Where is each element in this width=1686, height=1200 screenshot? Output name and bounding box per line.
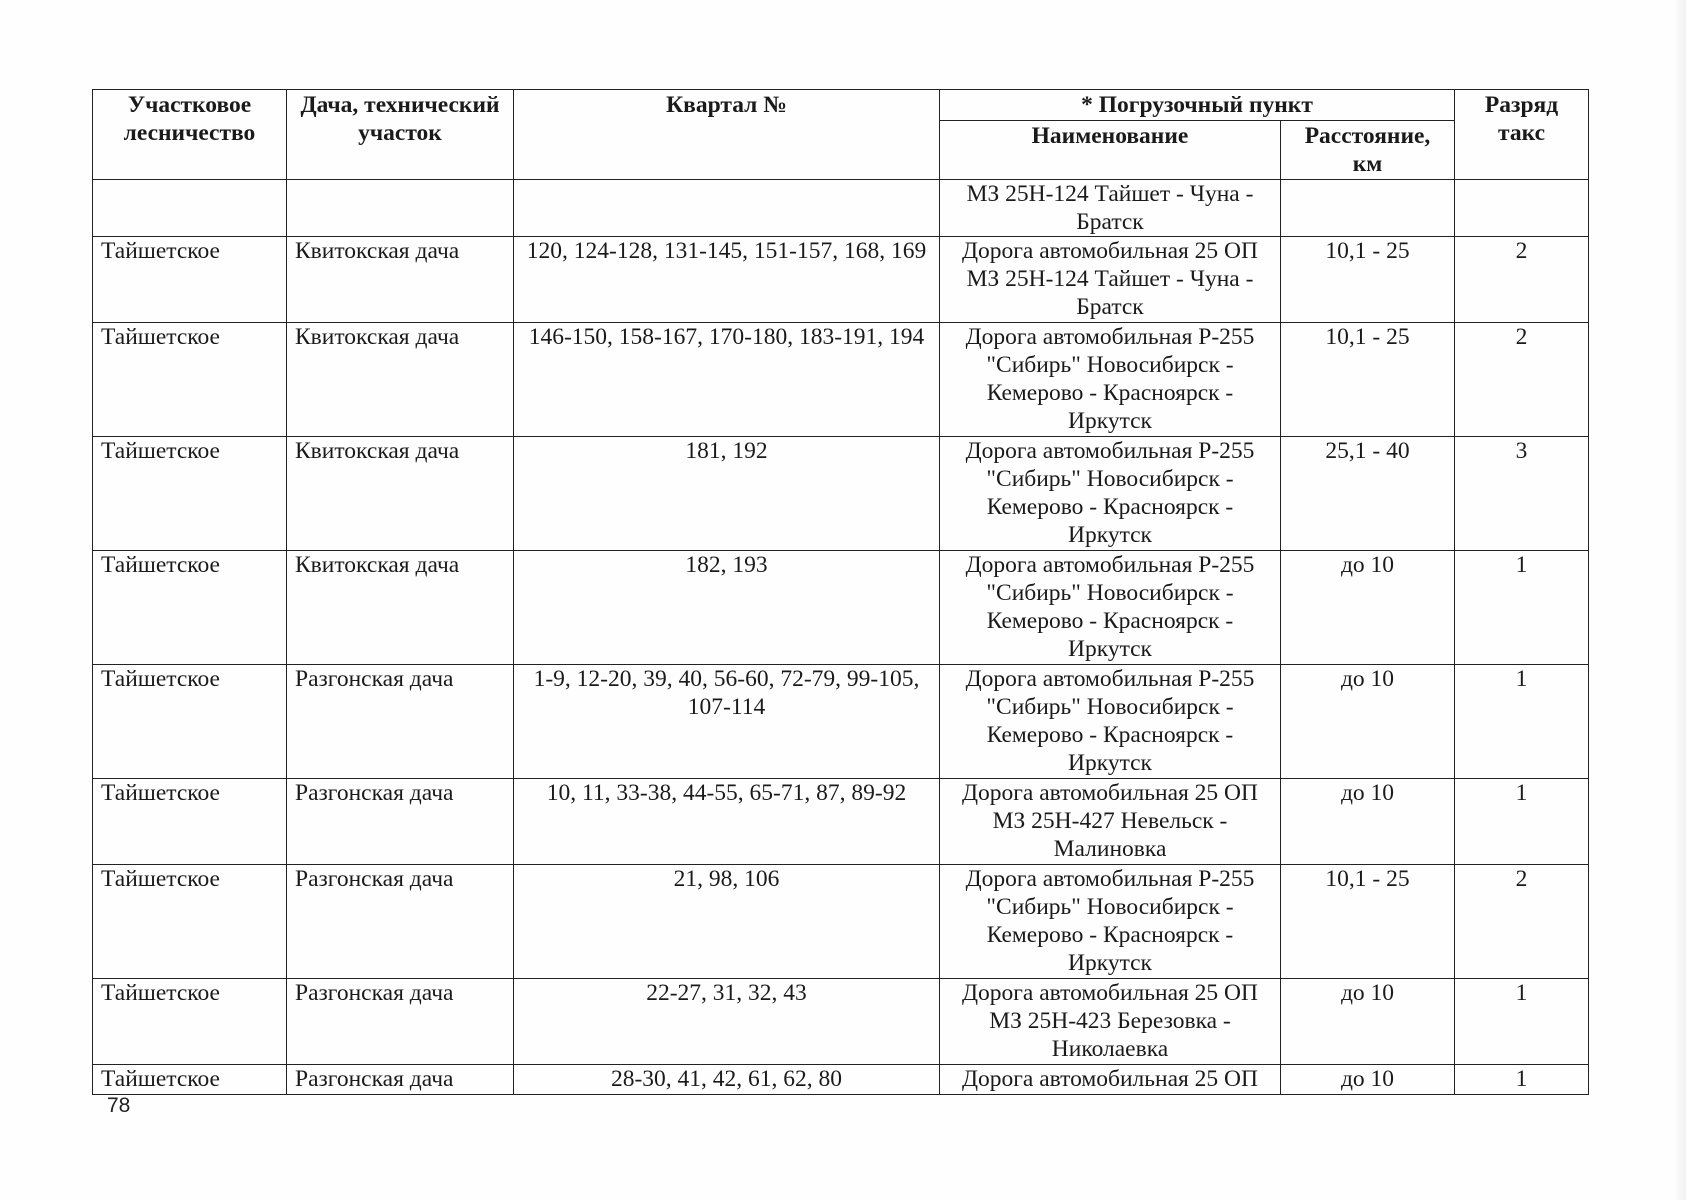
cell-quarters: 21, 98, 106 [514, 865, 940, 979]
cell-dacha: Разгонская дача [287, 865, 514, 979]
header-quarter: Квартал № [514, 90, 940, 180]
cell-quarters: 181, 192 [514, 437, 940, 551]
cell-quarters: 1-9, 12-20, 39, 40, 56-60, 72-79, 99-105, 107-114 [514, 665, 940, 779]
cell-forestry: Тайшетское [93, 323, 287, 437]
cell-distance: 10,1 - 25 [1281, 237, 1455, 323]
table-row [93, 437, 1589, 551]
page-edge [1674, 0, 1686, 1200]
cell-distance: до 10 [1281, 551, 1455, 665]
cell-quarters: 22-27, 31, 32, 43 [514, 979, 940, 1065]
cell-quarters: 182, 193 [514, 551, 940, 665]
cell-point-name: МЗ 25Н-124 Тайшет - Чуна - Братск [940, 180, 1281, 237]
header-tax-rank: Разряд такс [1455, 90, 1589, 180]
cell-rank: 2 [1455, 323, 1589, 437]
header-distance: Расстояние, км [1281, 121, 1455, 180]
cell-distance: 10,1 - 25 [1281, 865, 1455, 979]
table-row [93, 665, 1589, 779]
cell-dacha: Квитокская дача [287, 237, 514, 323]
cell-distance: до 10 [1281, 1065, 1455, 1095]
cell-distance [1281, 180, 1455, 237]
cell-point-name: Дорога автомобильная 25 ОП [940, 1065, 1281, 1095]
cell-forestry [93, 180, 287, 237]
page-number: 78 [107, 1094, 131, 1117]
table-row [93, 979, 1589, 1065]
cell-dacha: Разгонская дача [287, 1065, 514, 1095]
cell-dacha: Разгонская дача [287, 665, 514, 779]
cell-quarters: 146-150, 158-167, 170-180, 183-191, 194 [514, 323, 940, 437]
cell-rank: 3 [1455, 437, 1589, 551]
cell-forestry: Тайшетское [93, 437, 287, 551]
cell-rank: 1 [1455, 551, 1589, 665]
cell-forestry: Тайшетское [93, 865, 287, 979]
cell-point-name: Дорога автомобильная Р-255 "Сибирь" Новосибирск - Кемерово - Красноярск - Иркутск [940, 665, 1281, 779]
cell-quarters [514, 180, 940, 237]
cell-point-name: Дорога автомобильная Р-255 "Сибирь" Новосибирск - Кемерово - Красноярск - Иркутск [940, 437, 1281, 551]
cell-distance: до 10 [1281, 779, 1455, 865]
cell-rank: 2 [1455, 865, 1589, 979]
cell-dacha: Квитокская дача [287, 437, 514, 551]
cell-forestry: Тайшетское [93, 237, 287, 323]
cell-distance: 25,1 - 40 [1281, 437, 1455, 551]
table-row-continuation [93, 180, 1589, 237]
loading-points-table [92, 89, 1589, 1095]
cell-dacha: Квитокская дача [287, 323, 514, 437]
cell-distance: 10,1 - 25 [1281, 323, 1455, 437]
cell-point-name: Дорога автомобильная Р-255 "Сибирь" Новосибирск - Кемерово - Красноярск - Иркутск [940, 865, 1281, 979]
cell-forestry: Тайшетское [93, 1065, 287, 1095]
cell-forestry: Тайшетское [93, 779, 287, 865]
cell-rank: 2 [1455, 237, 1589, 323]
cell-forestry: Тайшетское [93, 979, 287, 1065]
cell-rank [1455, 180, 1589, 237]
header-forestry: Участковое лесничество [93, 90, 287, 180]
table-row [93, 323, 1589, 437]
table-row [93, 237, 1589, 323]
cell-rank: 1 [1455, 1065, 1589, 1095]
cell-distance: до 10 [1281, 665, 1455, 779]
cell-quarters: 28-30, 41, 42, 61, 62, 80 [514, 1065, 940, 1095]
cell-dacha: Разгонская дача [287, 979, 514, 1065]
cell-point-name: Дорога автомобильная 25 ОП МЗ 25Н-124 Тайшет - Чуна - Братск [940, 237, 1281, 323]
header-dacha: Дача, технический участок [287, 90, 514, 180]
cell-distance: до 10 [1281, 979, 1455, 1065]
table-body [93, 180, 1589, 1095]
cell-forestry: Тайшетское [93, 665, 287, 779]
cell-forestry: Тайшетское [93, 551, 287, 665]
table-row [93, 1065, 1589, 1095]
table-row [93, 779, 1589, 865]
cell-rank: 1 [1455, 665, 1589, 779]
header-loading-point: * Погрузочный пункт [940, 90, 1455, 121]
cell-rank: 1 [1455, 979, 1589, 1065]
cell-dacha [287, 180, 514, 237]
cell-point-name: Дорога автомобильная 25 ОП МЗ 25Н-427 Невельск - Малиновка [940, 779, 1281, 865]
table-row [93, 551, 1589, 665]
cell-point-name: Дорога автомобильная Р-255 "Сибирь" Новосибирск - Кемерово - Красноярск - Иркутск [940, 551, 1281, 665]
header-point-name: Наименование [940, 121, 1281, 180]
cell-quarters: 10, 11, 33-38, 44-55, 65-71, 87, 89-92 [514, 779, 940, 865]
cell-dacha: Разгонская дача [287, 779, 514, 865]
table-row [93, 865, 1589, 979]
cell-quarters: 120, 124-128, 131-145, 151-157, 168, 169 [514, 237, 940, 323]
cell-dacha: Квитокская дача [287, 551, 514, 665]
cell-point-name: Дорога автомобильная 25 ОП МЗ 25Н-423 Березовка - Николаевка [940, 979, 1281, 1065]
cell-rank: 1 [1455, 779, 1589, 865]
cell-point-name: Дорога автомобильная Р-255 "Сибирь" Новосибирск - Кемерово - Красноярск - Иркутск [940, 323, 1281, 437]
table-header [93, 90, 1589, 180]
